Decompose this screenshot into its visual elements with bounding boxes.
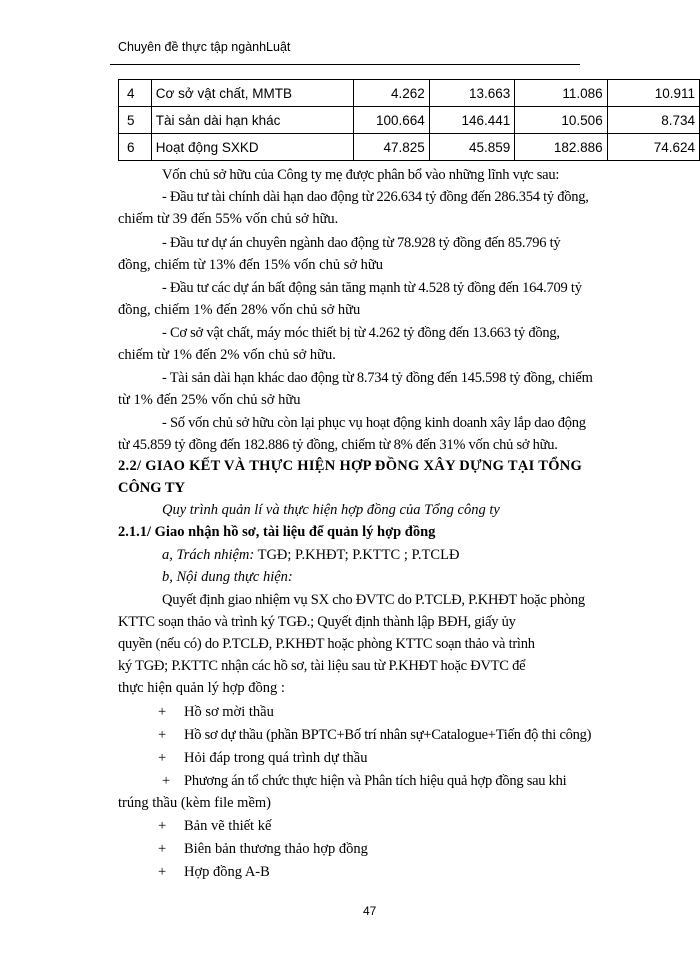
paragraph-line: từ 1% đến 25% vốn chủ sở hữu xyxy=(118,392,301,408)
content-label: b, Nội dung thực hiện: xyxy=(162,569,293,585)
bullet-mark: + xyxy=(158,750,167,766)
bullet-mark: + xyxy=(158,704,167,720)
paragraph-line: chiếm từ 1% đến 2% vốn chủ sở hữu. xyxy=(118,347,336,363)
bullet-mark: + xyxy=(162,773,171,789)
page-number: 47 xyxy=(363,904,377,918)
paragraph-line: - Đầu tư tài chính dài hạn dao động từ 226.634 tỷ đồng đến 286.354 tỷ đồng, xyxy=(162,189,589,205)
running-header: Chuyên đề thực tập ngànhLuật xyxy=(118,40,291,54)
list-item-text: Hợp đồng A-B xyxy=(184,864,270,880)
header-rule xyxy=(110,64,580,65)
list-item-text: Bản vẽ thiết kế xyxy=(184,818,272,834)
paragraph-line: đồng, chiếm từ 13% đến 15% vốn chủ sở hữu xyxy=(118,257,384,273)
list-item-cont: trúng thầu (kèm file mềm) xyxy=(118,795,272,811)
list-item-text: Hỏi đáp trong quá trình dự thầu xyxy=(184,750,368,766)
table-cell-value: 13.663 xyxy=(429,80,515,107)
intro-text: Vốn chủ sở hữu của Công ty mẹ được phân bổ vào những lĩnh vực sau: xyxy=(162,167,560,183)
list-item-text: Phương án tổ chức thực hiện và Phân tích hiệu quả hợp đồng sau khi xyxy=(184,773,567,789)
paragraph-line: chiếm từ 39 đến 55% vốn chủ sở hữu. xyxy=(118,211,339,227)
table-row xyxy=(119,107,700,134)
responsibility-value: TGĐ; P.KHĐT; P.KTTC ; P.TCLĐ xyxy=(254,547,460,563)
paragraph-line: ký TGĐ; P.KTTC nhận các hồ sơ, tài liệu sau từ P.KHĐT hoặc ĐVTC để xyxy=(118,658,526,674)
paragraph-line: KTTC soạn thảo và trình ký TGĐ.; Quyết định thành lập BĐH, giấy ủy xyxy=(118,614,516,630)
table-cell-value: 10.506 xyxy=(515,107,607,134)
table-cell-value: 47.825 xyxy=(354,134,430,161)
list-item-text: Hồ sơ dự thầu (phần BPTC+Bố trí nhân sự+Catalogue+Tiến độ thi công) xyxy=(184,727,592,743)
table-cell-name: Hoạt động SXKD xyxy=(151,134,353,161)
table-cell-value: 100.664 xyxy=(354,107,430,134)
table-cell-no: 5 xyxy=(119,107,152,134)
table-cell-value: 182.886 xyxy=(515,134,607,161)
list-item-text: Biên bản thương thảo hợp đồng xyxy=(184,841,368,857)
list-item-text: Hồ sơ mời thầu xyxy=(184,704,274,720)
bullet-mark: + xyxy=(158,818,167,834)
section-heading: 2.2/ GIAO KẾT VÀ THỰC HIỆN HỢP ĐỒNG XÂY DỰNG TẠI TỔNG xyxy=(118,458,583,474)
paragraph-line: thực hiện quản lý hợp đồng : xyxy=(118,680,285,696)
subheading: 2.1.1/ Giao nhận hồ sơ, tài liệu để quản lý hợp đồng xyxy=(118,524,436,540)
table-cell-value: 45.859 xyxy=(429,134,515,161)
paragraph-line: đồng, chiếm 1% đến 28% vốn chủ sở hữu xyxy=(118,302,361,318)
responsibility-line xyxy=(162,547,459,564)
paragraph-line: - Đầu tư các dự án bất động sản tăng mạnh từ 4.528 tỷ đồng đến 164.709 tỷ xyxy=(162,280,582,296)
table-row xyxy=(119,80,700,107)
paragraph-line: - Số vốn chủ sở hữu còn lại phục vụ hoạt động kinh doanh xây lắp dao động xyxy=(162,415,586,431)
table-cell-value: 4.262 xyxy=(354,80,430,107)
bullet-mark: + xyxy=(158,864,167,880)
table-cell-no: 6 xyxy=(119,134,152,161)
responsibility-label: a, Trách nhiệm: xyxy=(162,547,255,563)
table-cell-value: 146.441 xyxy=(429,107,515,134)
table-cell-value: 11.086 xyxy=(515,80,607,107)
equity-table xyxy=(118,79,700,161)
paragraph-line: - Cơ sở vật chất, máy móc thiết bị từ 4.262 tỷ đồng đến 13.663 tỷ đồng, xyxy=(162,325,560,341)
paragraph-line: quyền (nếu có) do P.TCLĐ, P.KHĐT hoặc phòng KTTC soạn thảo và trình xyxy=(118,636,535,652)
bullet-mark: + xyxy=(158,841,167,857)
bullet-mark: + xyxy=(158,727,167,743)
table-cell-value: 74.624 xyxy=(607,134,699,161)
table-cell-name: Tài sản dài hạn khác xyxy=(151,107,353,134)
paragraph-line: - Tài sản dài hạn khác dao động từ 8.734 tỷ đồng đến 145.598 tỷ đồng, chiếm xyxy=(162,370,593,386)
table-cell-value: 10.911 xyxy=(607,80,699,107)
paragraph-line: từ 45.859 tỷ đồng đến 182.886 tỷ đồng, chiếm từ 8% đến 31% vốn chủ sở hữu. xyxy=(118,437,558,453)
paragraph-line: - Đầu tư dự án chuyên ngành dao động từ 78.928 tỷ đồng đến 85.796 tỷ xyxy=(162,235,561,251)
subtitle: Quy trình quản lí và thực hiện hợp đồng của Tổng công ty xyxy=(162,502,500,518)
table-cell-name: Cơ sở vật chất, MMTB xyxy=(151,80,353,107)
paragraph-line: Quyết định giao nhiệm vụ SX cho ĐVTC do P.TCLĐ, P.KHĐT hoặc phòng xyxy=(162,592,585,608)
table-cell-no: 4 xyxy=(119,80,152,107)
section-heading-cont: CÔNG TY xyxy=(118,480,186,496)
table-cell-value: 8.734 xyxy=(607,107,699,134)
table-row xyxy=(119,134,700,161)
